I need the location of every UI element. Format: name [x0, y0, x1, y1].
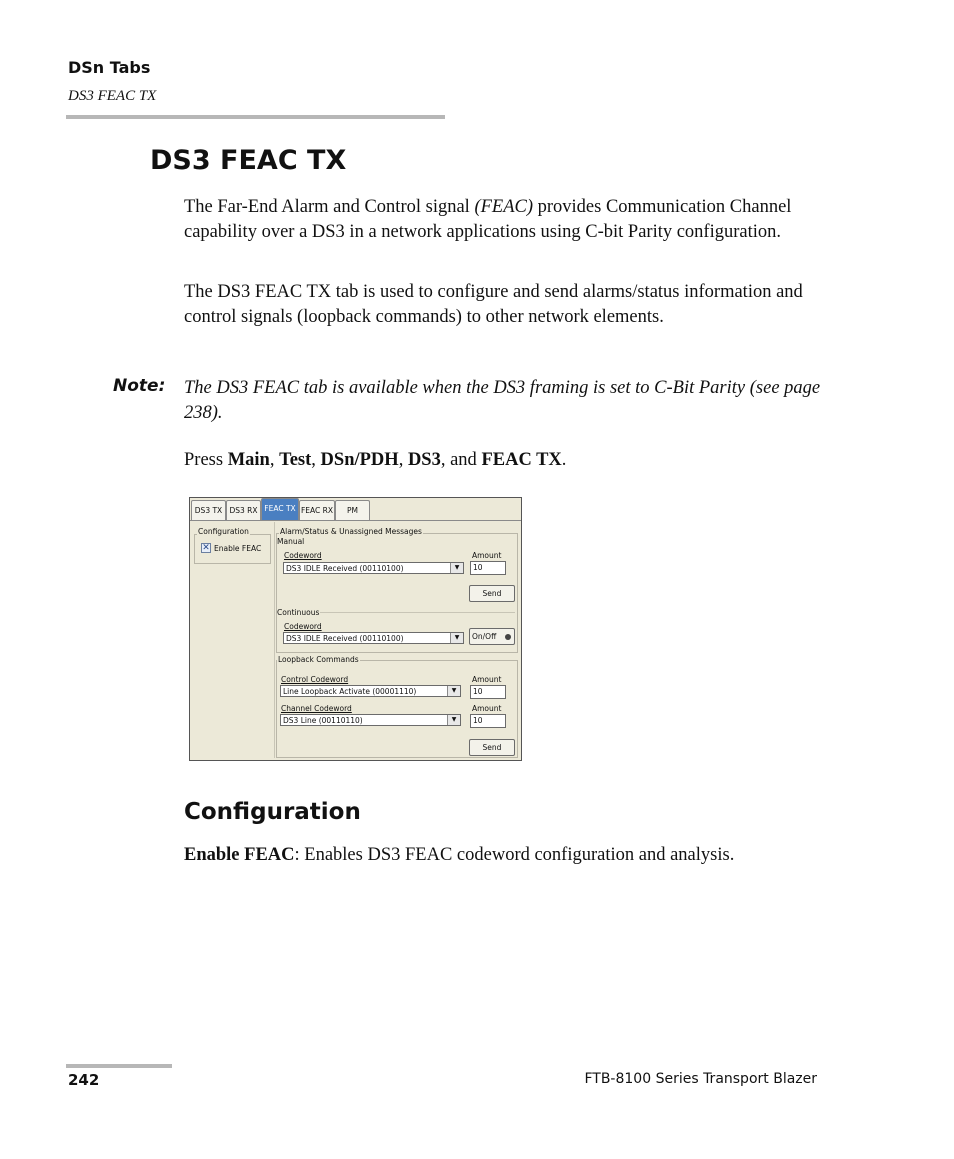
note-label: Note:: [113, 376, 166, 396]
running-header-section: DSn Tabs: [68, 58, 151, 77]
continuous-label: Continuous: [277, 608, 320, 617]
channel-codeword-select[interactable]: [280, 714, 461, 726]
continuous-codeword-select[interactable]: [283, 632, 464, 644]
control-amount-input[interactable]: 10: [470, 685, 506, 699]
alarm-status-group-label: Alarm/Status & Unassigned Messages: [280, 527, 422, 536]
continuous-divider: [320, 612, 515, 613]
control-codeword-label: Control Codeword: [281, 675, 349, 684]
manual-codeword-select[interactable]: [283, 562, 464, 574]
manual-codeword-value: DS3 IDLE Received (00110100): [286, 564, 404, 573]
configuration-heading: Configuration: [184, 799, 361, 825]
manual-amount-label: Amount: [472, 551, 502, 560]
chevron-down-icon: ▼: [450, 633, 463, 643]
tab-feac-rx[interactable]: FEAC RX: [299, 500, 335, 520]
loopback-send-button[interactable]: Send: [469, 739, 515, 756]
header-rule: [66, 115, 445, 119]
channel-amount-label: Amount: [472, 704, 502, 713]
enable-feac-checkbox[interactable]: ✕: [202, 543, 210, 553]
loopback-group-label: Loopback Commands: [278, 655, 359, 664]
press-key-dsn-pdh: DSn/PDH: [320, 450, 399, 470]
continuous-codeword-label: Codeword: [284, 622, 322, 631]
page-title: DS3 FEAC TX: [150, 145, 347, 176]
manual-codeword-label: Codeword: [284, 551, 322, 560]
enable-feac-description: [184, 843, 824, 868]
channel-codeword-label: Channel Codeword: [281, 704, 352, 713]
tab-pm[interactable]: PM: [335, 500, 370, 520]
manual-send-button[interactable]: Send: [469, 585, 515, 602]
intro-paragraph-1: [184, 195, 824, 244]
footer-product-name: FTB-8100 Series Transport Blazer: [584, 1071, 817, 1087]
intro-p1-italic: (FEAC): [474, 197, 533, 217]
chevron-down-icon: ▼: [450, 563, 463, 573]
enable-feac-term: Enable FEAC: [184, 845, 295, 865]
running-header-subsection: DS3 FEAC TX: [68, 88, 157, 104]
enable-feac-label: Enable FEAC: [214, 544, 262, 553]
continuous-onoff-label: On/Off: [472, 632, 497, 641]
led-indicator-icon: [505, 634, 511, 640]
manual-label: Manual: [277, 537, 305, 546]
continuous-onoff-button[interactable]: [469, 628, 515, 645]
channel-amount-input[interactable]: 10: [470, 714, 506, 728]
press-key-ds3: DS3: [407, 450, 441, 470]
press-prefix: Press: [184, 450, 228, 470]
feac-tx-screenshot: [189, 497, 522, 761]
configuration-group-label: Configuration: [198, 527, 249, 536]
chevron-down-icon: ▼: [447, 715, 460, 725]
manual-amount-input[interactable]: 10: [470, 561, 506, 575]
intro-paragraph-2: The DS3 FEAC TX tab is used to configure and send alarms/status information and control signals (loopback commands) to other network elements.: [184, 282, 803, 327]
tab-ds3-tx[interactable]: DS3 TX: [191, 500, 226, 520]
press-sep-1: ,: [269, 450, 280, 470]
press-sep-3: ,: [398, 450, 408, 470]
page-number: 242: [68, 1071, 100, 1089]
continuous-codeword-value: DS3 IDLE Received (00110100): [286, 634, 404, 643]
press-key-feac-tx: FEAC TX: [481, 450, 562, 470]
control-codeword-select[interactable]: [280, 685, 461, 697]
enable-feac-text: : Enables DS3 FEAC codeword configuration and analysis.: [294, 845, 735, 865]
press-key-test: Test: [279, 450, 312, 470]
intro-p1-after: provides Communication Channel capability over a DS3 in a network applications using C-bit Parity configuration.: [184, 197, 792, 242]
chevron-down-icon: ▼: [447, 686, 460, 696]
footer-rule: [66, 1064, 172, 1068]
control-codeword-value: Line Loopback Activate (00001110): [283, 687, 417, 696]
note-text: The DS3 FEAC tab is available when the DS3 framing is set to C-Bit Parity (see page 238).: [184, 378, 821, 423]
intro-p1-before: The Far-End Alarm and Control signal: [184, 197, 475, 217]
press-sep-4: , and: [440, 450, 482, 470]
press-sep-5: .: [561, 450, 567, 470]
tab-feac-tx[interactable]: FEAC TX: [261, 498, 299, 521]
channel-codeword-value: DS3 Line (00110110): [283, 716, 363, 725]
control-amount-label: Amount: [472, 675, 502, 684]
press-sep-2: ,: [311, 450, 321, 470]
tab-ds3-rx[interactable]: DS3 RX: [226, 500, 261, 520]
tab-strip-line: [190, 520, 521, 521]
press-instruction: [184, 448, 824, 473]
column-divider: [274, 522, 275, 758]
press-key-main: Main: [227, 450, 270, 470]
